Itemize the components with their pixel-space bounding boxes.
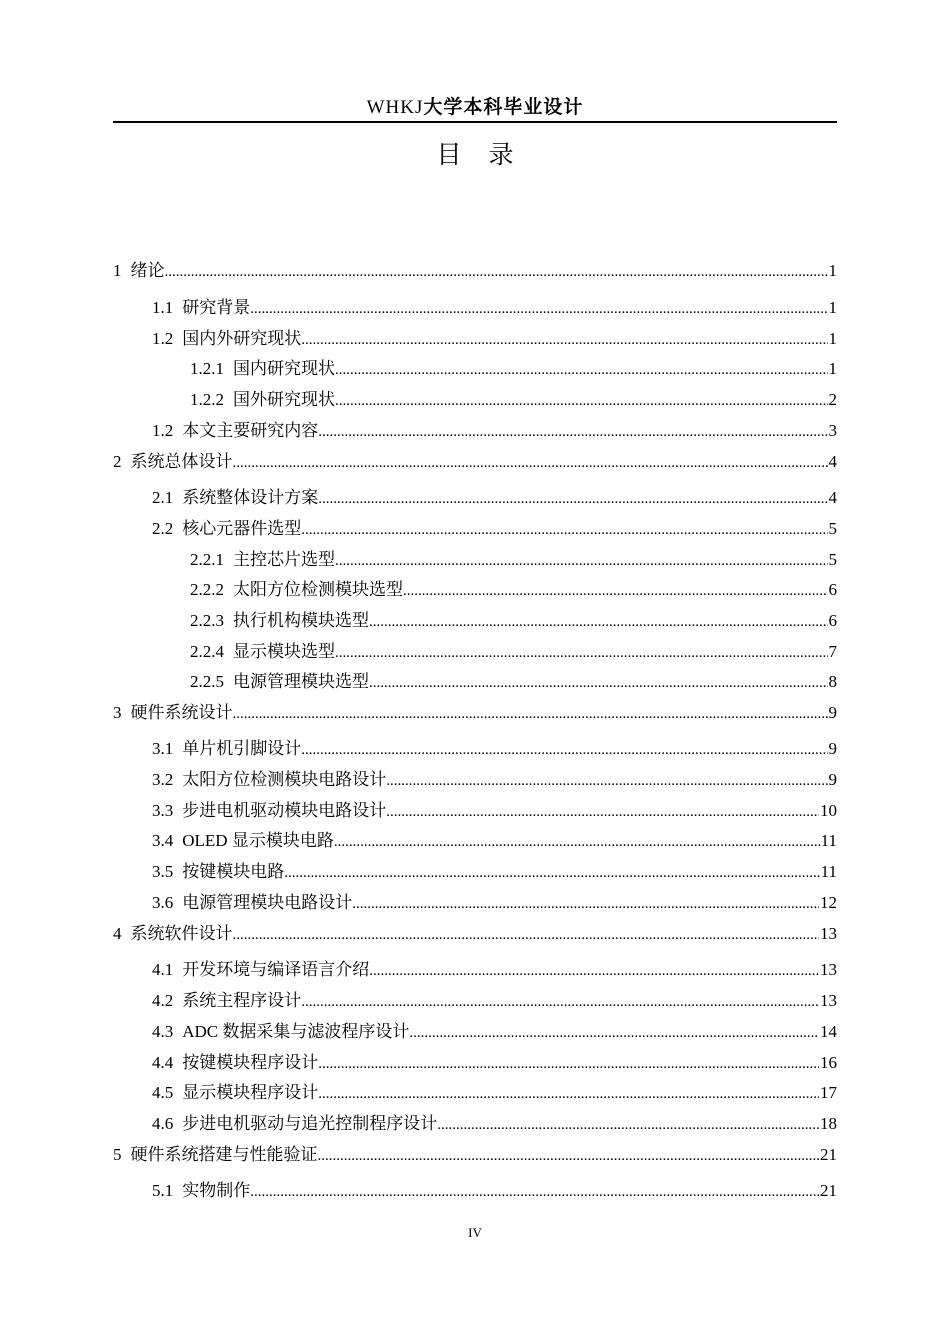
toc-entry-page: 1 xyxy=(828,359,837,378)
toc-entry-page: 1 xyxy=(828,329,837,348)
toc-entry-title: 核心元器件选型 xyxy=(182,519,302,538)
page-header xyxy=(113,94,837,121)
toc-entry[interactable] xyxy=(152,1020,837,1044)
toc-entry-title: 硬件系统搭建与性能验证 xyxy=(130,1145,318,1164)
toc-entry-title: 研究背景 xyxy=(182,298,251,317)
toc-entry-title: 硬件系统设计 xyxy=(130,703,233,722)
toc-entry-page: 1 xyxy=(828,261,837,280)
toc-entry-number: 3.3 xyxy=(152,801,174,820)
toc-entry-page: 10 xyxy=(820,801,837,820)
toc-entry-page: 3 xyxy=(828,421,837,440)
toc-entry-number: 3.1 xyxy=(152,739,174,758)
toc-entry-number: 2.2.3 xyxy=(190,611,224,630)
toc-entry-title: 系统主程序设计 xyxy=(182,991,302,1010)
toc-entry-number: 4.6 xyxy=(152,1114,174,1133)
toc-dot-leader xyxy=(386,769,827,793)
toc-entry-title: 显示模块选型 xyxy=(233,642,335,661)
toc-entry-page: 9 xyxy=(828,703,837,722)
toc-dot-leader xyxy=(284,861,819,885)
toc-entry-title: 按键模块程序设计 xyxy=(182,1053,319,1072)
toc-entry-number: 2.1 xyxy=(152,488,174,507)
toc-entry[interactable] xyxy=(152,1112,837,1136)
toc-entry-page: 21 xyxy=(820,1181,837,1200)
toc-entry[interactable] xyxy=(152,829,837,853)
toc-dot-leader xyxy=(369,671,828,695)
toc-entry-page: 13 xyxy=(820,924,837,943)
toc-entry-number: 1.2.1 xyxy=(190,359,224,378)
toc-entry-title: OLED 显示模块电路 xyxy=(182,831,334,850)
toc-entry[interactable] xyxy=(152,1179,837,1203)
toc-entry-page: 4 xyxy=(828,452,837,471)
toc-title: 目录 xyxy=(436,140,541,169)
toc-entry-number: 2.2.1 xyxy=(190,550,224,569)
toc-entry-title: 实物制作 xyxy=(182,1181,251,1200)
toc-dot-leader xyxy=(233,451,828,475)
toc-entry-title: 国内研究现状 xyxy=(233,359,335,378)
toc-entry[interactable] xyxy=(190,357,837,381)
toc-entry-page: 13 xyxy=(820,991,837,1010)
toc-dot-leader xyxy=(437,1113,819,1137)
header-prefix: WHKJ xyxy=(366,97,424,118)
toc-entry[interactable] xyxy=(152,1051,837,1075)
toc-entry-number: 3.2 xyxy=(152,770,174,789)
toc-entry-page: 21 xyxy=(820,1145,837,1164)
toc-entry-title: 太阳方位检测模块电路设计 xyxy=(182,770,387,789)
toc-dot-leader xyxy=(335,549,828,573)
toc-entry[interactable] xyxy=(152,958,837,982)
toc-entry-page: 5 xyxy=(828,550,837,569)
toc-entry-number: 3 xyxy=(113,703,122,722)
toc-entry[interactable] xyxy=(152,989,837,1013)
toc-entry-page: 8 xyxy=(828,672,837,691)
toc-entry-page: 7 xyxy=(828,642,837,661)
toc-entry-number: 4.2 xyxy=(152,991,174,1010)
toc-entry-title: 主控芯片选型 xyxy=(233,550,335,569)
toc-dot-leader xyxy=(301,738,827,762)
toc-dot-leader xyxy=(233,702,828,726)
header-title: 大学本科毕业设计 xyxy=(423,97,584,118)
toc-dot-leader xyxy=(369,610,828,634)
toc-entry[interactable] xyxy=(152,737,837,761)
toc-entry-page: 1 xyxy=(828,298,837,317)
toc-entry-page: 9 xyxy=(828,770,837,789)
toc-dot-leader xyxy=(301,518,827,542)
toc-entry-number: 2.2.2 xyxy=(190,580,224,599)
toc-entry-title: ADC 数据采集与滤波程序设计 xyxy=(182,1022,410,1041)
toc-entry-page: 6 xyxy=(828,611,837,630)
toc-dot-leader xyxy=(318,1052,819,1076)
toc-dot-leader xyxy=(318,420,827,444)
toc-entry-number: 1.1 xyxy=(152,298,174,317)
toc-entry-title: 国内外研究现状 xyxy=(182,329,302,348)
toc-entry-number: 3.5 xyxy=(152,862,174,881)
header-rule xyxy=(113,121,837,123)
toc-entry-title: 系统软件设计 xyxy=(130,924,233,943)
toc-entry-number: 1.2.2 xyxy=(190,390,224,409)
toc-dot-leader xyxy=(250,297,827,321)
toc-dot-leader xyxy=(250,1180,819,1204)
toc-entry[interactable] xyxy=(190,548,837,572)
toc-entry-number: 4.3 xyxy=(152,1022,174,1041)
toc-dot-leader xyxy=(335,641,828,665)
toc-entry-title: 系统整体设计方案 xyxy=(182,488,319,507)
toc-entry-page: 5 xyxy=(828,519,837,538)
toc-dot-leader xyxy=(301,328,827,352)
toc-entry-page: 13 xyxy=(820,960,837,979)
toc-entry[interactable] xyxy=(113,259,837,283)
toc-entry-title: 按键模块电路 xyxy=(182,862,285,881)
toc-entry[interactable] xyxy=(152,799,837,823)
toc-dot-leader xyxy=(318,1082,819,1106)
toc-entry[interactable] xyxy=(152,860,837,884)
toc-entry-number: 5 xyxy=(113,1145,122,1164)
toc-entry-number: 2 xyxy=(113,452,122,471)
toc-entry-page: 12 xyxy=(820,893,837,912)
toc-dot-leader xyxy=(335,389,828,413)
toc-entry-number: 2.2 xyxy=(152,519,174,538)
toc-entry-title: 执行机构模块选型 xyxy=(233,611,369,630)
toc-dot-leader xyxy=(165,260,828,284)
toc-entry[interactable] xyxy=(152,891,837,915)
toc-entry[interactable] xyxy=(190,609,837,633)
toc-entry-page: 2 xyxy=(828,390,837,409)
toc-entry-title: 国外研究现状 xyxy=(233,390,335,409)
toc-entry-number: 4 xyxy=(113,924,122,943)
toc-entry[interactable] xyxy=(152,327,837,351)
toc-dot-leader xyxy=(409,1021,819,1045)
toc-entry[interactable] xyxy=(190,388,837,412)
toc-entry-title: 太阳方位检测模块选型 xyxy=(233,580,403,599)
toc-entry-page: 9 xyxy=(828,739,837,758)
toc-entry[interactable] xyxy=(152,768,837,792)
toc-entry[interactable] xyxy=(113,922,837,946)
toc-entry-page: 17 xyxy=(820,1083,837,1102)
toc-entry-page: 6 xyxy=(828,580,837,599)
toc-entry[interactable] xyxy=(152,517,837,541)
toc-entry-title: 步进电机驱动与追光控制程序设计 xyxy=(182,1114,438,1133)
toc-entry-number: 3.6 xyxy=(152,893,174,912)
toc-entry[interactable] xyxy=(113,450,837,474)
toc-entry-number: 1.2 xyxy=(152,421,174,440)
toc-entry-page: 14 xyxy=(820,1022,837,1041)
toc-entry-title: 系统总体设计 xyxy=(130,452,233,471)
toc-entry-title: 单片机引脚设计 xyxy=(182,739,302,758)
toc-entry[interactable] xyxy=(152,296,837,320)
toc-entry-number: 2.2.4 xyxy=(190,642,224,661)
toc-dot-leader xyxy=(403,579,828,603)
toc-entry[interactable] xyxy=(152,486,837,510)
page-number: IV xyxy=(468,1225,482,1240)
toc-dot-leader xyxy=(386,800,819,824)
toc-entry[interactable] xyxy=(113,1143,837,1167)
toc-entry-title: 电源管理模块电路设计 xyxy=(182,893,353,912)
toc-entry-number: 2.2.5 xyxy=(190,672,224,691)
toc-entry[interactable] xyxy=(113,701,837,725)
toc-entry[interactable] xyxy=(152,419,837,443)
toc-entry[interactable] xyxy=(152,1081,837,1105)
toc-entry-title: 开发环境与编译语言介绍 xyxy=(182,960,370,979)
toc-entry[interactable] xyxy=(190,640,837,664)
toc-entry-number: 1.2 xyxy=(152,329,174,348)
toc-entry-page: 11 xyxy=(820,862,837,881)
toc-dot-leader xyxy=(334,830,820,854)
toc-entry[interactable] xyxy=(190,578,837,602)
toc-entry-number: 5.1 xyxy=(152,1181,174,1200)
toc-entry-title: 步进电机驱动模块电路设计 xyxy=(182,801,387,820)
toc-entry-title: 本文主要研究内容 xyxy=(182,421,319,440)
toc-entry-title: 显示模块程序设计 xyxy=(182,1083,319,1102)
toc-entry-number: 4.1 xyxy=(152,960,174,979)
toc-entry-number: 4.4 xyxy=(152,1053,174,1072)
toc-dot-leader xyxy=(318,487,827,511)
toc-entry-page: 11 xyxy=(820,831,837,850)
toc-entry-title: 绪论 xyxy=(130,261,165,280)
toc-dot-leader xyxy=(301,990,819,1014)
toc-dot-leader xyxy=(233,923,820,947)
toc-entry-page: 18 xyxy=(820,1114,837,1133)
toc-entry-number: 3.4 xyxy=(152,831,174,850)
toc-dot-leader xyxy=(335,358,828,382)
toc-dot-leader xyxy=(318,1144,820,1168)
toc-dot-leader xyxy=(369,959,819,983)
toc-entry-number: 4.5 xyxy=(152,1083,174,1102)
toc-dot-leader xyxy=(352,892,819,916)
toc-entry-number: 1 xyxy=(113,261,122,280)
toc-entry-page: 16 xyxy=(820,1053,837,1072)
toc-entry-page: 4 xyxy=(828,488,837,507)
toc-entry-title: 电源管理模块选型 xyxy=(233,672,369,691)
toc-entry[interactable] xyxy=(190,670,837,694)
